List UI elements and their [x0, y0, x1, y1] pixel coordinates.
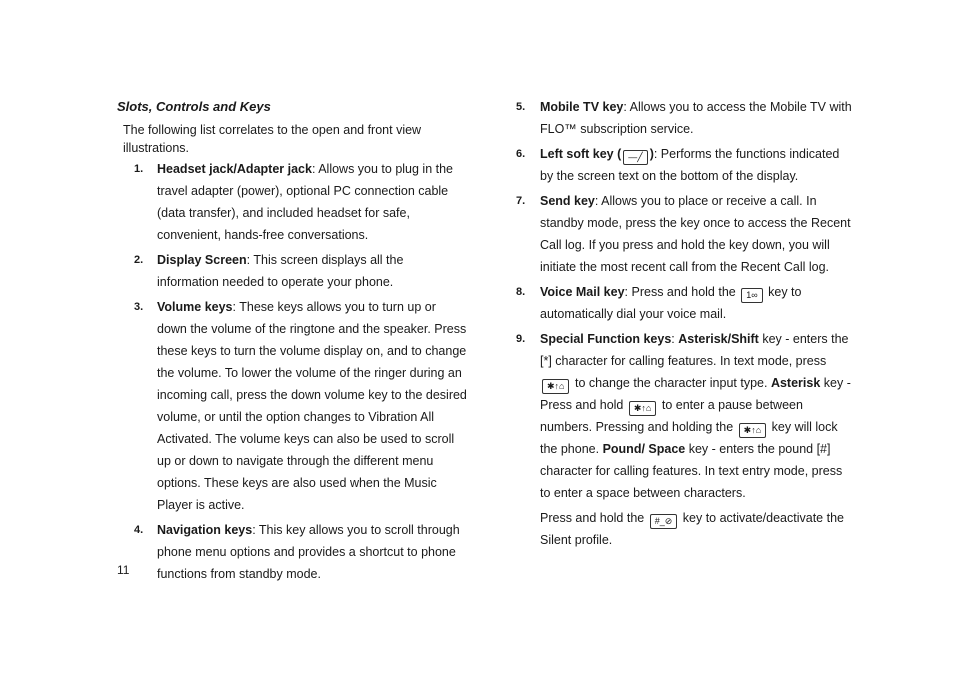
controls-list-right	[514, 96, 854, 504]
item-number: 7.	[516, 195, 526, 207]
item-text: key - enters the [*] character for calling features. In text mode, press	[540, 332, 849, 368]
item-number: 6.	[516, 148, 526, 160]
item-text: : Allows you to access the Mobile TV with FLO™ subscription service.	[540, 100, 852, 136]
note-text: Press and hold the	[540, 511, 645, 525]
item-text: key will lock the phone.	[540, 420, 838, 456]
item-term: Headset jack/Adapter jack	[157, 162, 312, 176]
list-item	[514, 190, 854, 278]
pound-key-icon: #_⊘	[650, 514, 678, 529]
sub-term-asterisk: Asterisk	[770, 376, 821, 390]
item-number: 2.	[134, 254, 144, 266]
colon: :	[671, 332, 675, 346]
item-text: key - enters the pound [#] character for calling features. In text entry mode, press to enter a space between characters.	[540, 442, 843, 500]
item-term: Voice Mail key	[540, 285, 625, 299]
list-item	[514, 96, 854, 140]
section-heading: Slots, Controls and Keys	[117, 99, 271, 114]
sub-term-asterisk-shift: Asterisk/Shift	[678, 332, 759, 346]
list-item	[117, 158, 467, 246]
item-text: key -Press and hold	[540, 376, 851, 412]
controls-list-left	[117, 158, 467, 585]
item-term: Special Function keys	[540, 332, 672, 346]
item-text: : These keys allows you to turn up or down the volume of the ringtone and the speaker. Press these keys to turn the volume display on, and to change the volume. To lower the volume of the ringer during an incoming call, press the down volume key to the desired volume, or until the option changes to Vibration All Activated. The volume keys can also be used to scroll up or down to navigate through the different menu options. These keys are also used when the Music Player is active.	[157, 300, 467, 512]
item-number: 9.	[516, 333, 526, 345]
item-term-close: )	[649, 147, 654, 161]
item-term: Mobile TV key	[540, 100, 624, 114]
list-item	[117, 249, 467, 293]
item-term: Send key	[540, 194, 595, 208]
item-term: Left soft key (	[540, 147, 622, 161]
page-number: 11	[117, 563, 130, 577]
voicemail-key-icon: 1∞	[741, 288, 762, 303]
item-number: 8.	[516, 286, 526, 298]
item-text: to enter a pause between numbers. Pressing and holding the	[540, 398, 803, 434]
left-soft-key-icon: —╱	[623, 150, 647, 165]
list-item	[514, 143, 854, 187]
item-text: : Press and hold the	[624, 285, 736, 299]
list-item	[117, 296, 467, 516]
item-text: : Allows you to place or receive a call. In standby mode, press the key once to access the Recent Call log. If you press and hold the key down, you will initiate the most recent call from the Recent Call log.	[540, 194, 851, 274]
item-term: Display Screen	[157, 253, 247, 267]
left-column	[117, 96, 467, 588]
item-number: 1.	[134, 163, 144, 175]
right-column	[514, 96, 854, 551]
silent-profile-note	[514, 507, 854, 551]
asterisk-key-icon: ✱↑⌂	[629, 401, 656, 416]
list-item	[514, 281, 854, 325]
item-number: 4.	[134, 524, 144, 536]
item-text: : Performs the functions indicated by the screen text on the bottom of the display.	[540, 147, 840, 183]
item-text-cont: key to automatically dial your voice mail.	[540, 285, 802, 321]
item-text: : This screen displays all the information needed to operate your phone.	[157, 253, 404, 289]
item-term: Navigation keys	[157, 523, 253, 537]
item-term: Volume keys	[157, 300, 233, 314]
item-text: to change the character input type.	[574, 376, 768, 390]
sub-term-pound-space: Pound/ Space	[602, 442, 686, 456]
asterisk-key-icon: ✱↑⌂	[739, 423, 766, 438]
asterisk-key-icon: ✱↑⌂	[542, 379, 569, 394]
list-item	[514, 328, 854, 504]
item-text: : Allows you to plug in the travel adapter (power), optional PC connection cable (data transfer), and included headset for safe, convenient, hands-free conversations.	[157, 162, 454, 242]
intro-text: The following list correlates to the open and front view illustrations.	[123, 123, 422, 155]
note-text: key to activate/deactivate the Silent profile.	[540, 511, 844, 547]
item-number: 5.	[516, 101, 526, 113]
item-text: : This key allows you to scroll through phone menu options and provides a shortcut to phone functions from standby mode.	[157, 523, 460, 581]
item-number: 3.	[134, 301, 144, 313]
list-item	[117, 519, 467, 585]
